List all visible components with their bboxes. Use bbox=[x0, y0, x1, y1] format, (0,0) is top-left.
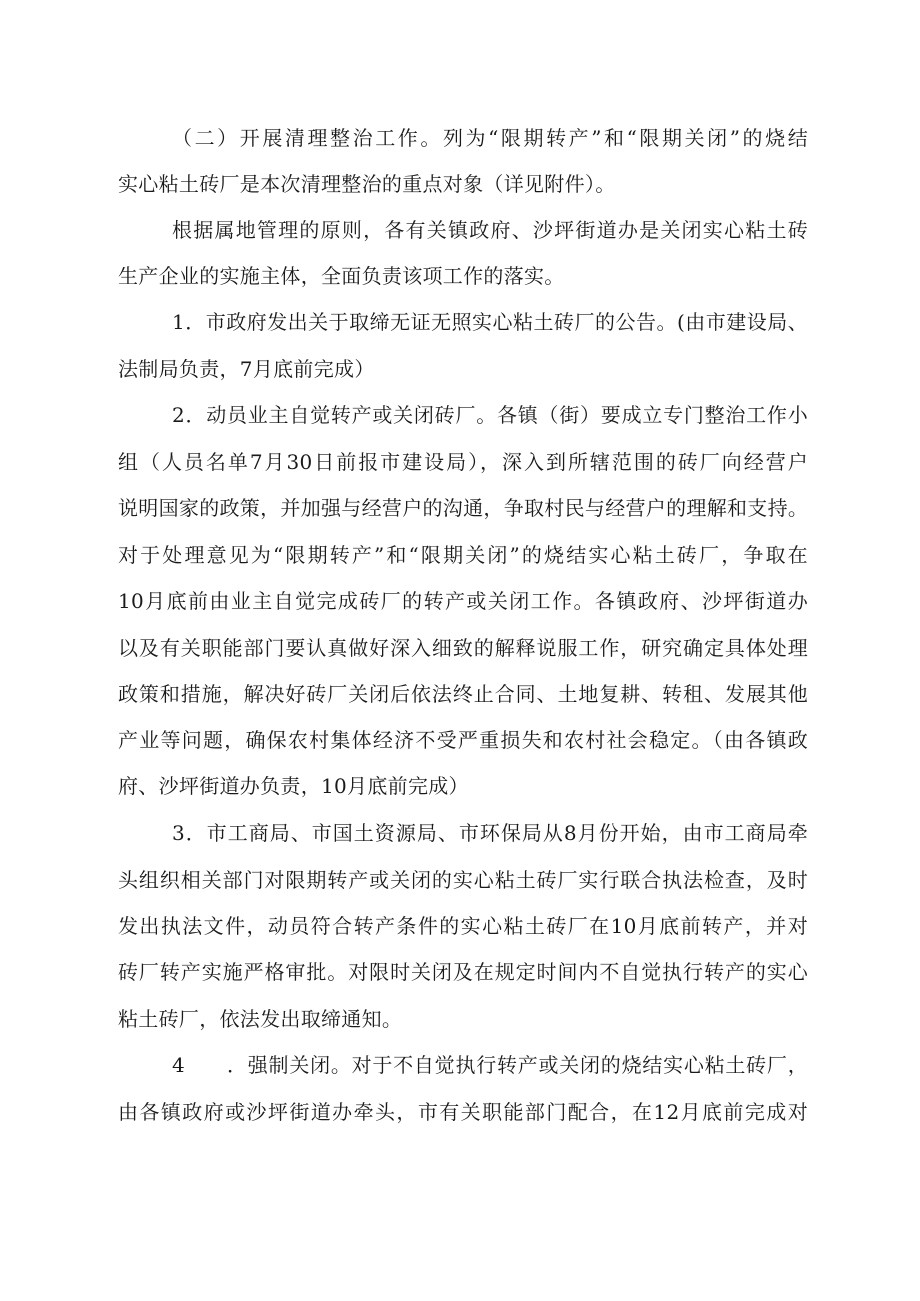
text-line: 由各镇政府或沙坪街道办牵头，市有关职能部门配合，在12月底前完成对 bbox=[118, 1100, 808, 1124]
text-line: 粘土砖厂，依法发出取缔通知。 bbox=[118, 1007, 403, 1031]
text-line: 组（人员名单7月30日前报市建设局），深入到所辖范围的砖厂向经营户 bbox=[118, 450, 808, 474]
text-line: 生产企业的实施主体，全面负责该项工作的落实。 bbox=[118, 264, 565, 288]
text-line: 发出执法文件，动员符合转产条件的实心粘土砖厂在10月底前转产，并对 bbox=[118, 914, 808, 938]
text-line: （二）开展清理整治工作。列为“限期转产”和“限期关闭”的烧结 bbox=[172, 126, 808, 150]
text-line: 法制局负责，7月底前完成） bbox=[118, 357, 375, 381]
text-line: 对于处理意见为“限期转产”和“限期关闭”的烧结实心粘土砖厂，争取在 bbox=[118, 543, 808, 567]
text-line: 1．市政府发出关于取缔无证无照实心粘土砖厂的公告。(由市建设局、 bbox=[172, 310, 808, 334]
text-line: 实心粘土砖厂是本次清理整治的重点对象（详见附件）。 bbox=[118, 172, 616, 196]
text-line: 府、沙坪街道办负责，10月底前完成） bbox=[118, 774, 469, 798]
text-line: 产业等问题，确保农村集体经济不受严重损失和农村社会稳定。（由各镇政 bbox=[118, 728, 808, 752]
text-line: 根据属地管理的原则，各有关镇政府、沙坪街道办是关闭实心粘土砖 bbox=[172, 218, 808, 242]
text-line: 3．市工商局、市国土资源局、市环保局从8月份开始，由市工商局牵 bbox=[172, 821, 808, 845]
text-line: 4 ．强制关闭。对于不自觉执行转产或关闭的烧结实心粘土砖厂， bbox=[172, 1053, 808, 1077]
text-line: 2．动员业主自觉转产或关闭砖厂。各镇（街）要成立专门整治工作小 bbox=[172, 403, 808, 427]
text-line: 10月底前由业主自觉完成砖厂的转产或关闭工作。各镇政府、沙坪街道办 bbox=[118, 589, 808, 613]
text-line: 以及有关职能部门要认真做好深入细致的解释说服工作，研究确定具体处理 bbox=[118, 636, 808, 660]
text-line: 砖厂转产实施严格审批。对限时关闭及在规定时间内不自觉执行转产的实心 bbox=[118, 960, 808, 984]
text-line: 头组织相关部门对限期转产或关闭的实心粘土砖厂实行联合执法检查，及时 bbox=[118, 868, 808, 892]
text-line: 说明国家的政策，并加强与经营户的沟通，争取村民与经营户的理解和支持。 bbox=[118, 496, 809, 520]
text-line: 政策和措施，解决好砖厂关闭后依法终止合同、土地复耕、转租、发展其他 bbox=[118, 682, 808, 706]
